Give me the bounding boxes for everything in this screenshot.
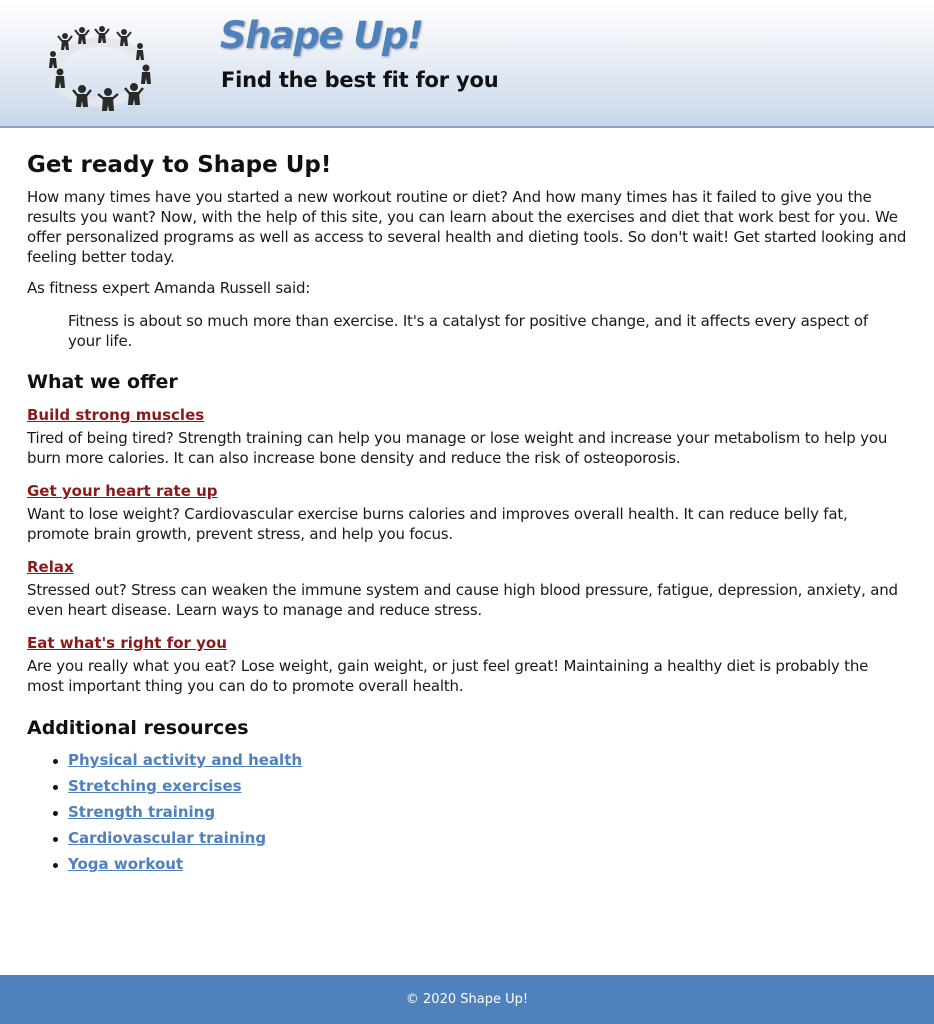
resource-link-yoga[interactable]: Yoga workout — [68, 855, 184, 873]
list-item — [51, 855, 907, 881]
resources-heading: Additional resources — [27, 717, 249, 739]
offer-description: Want to lose weight? Cardiovascular exercise burns calories and improves overall health. It can reduce belly fat, promote brain growth, prevent stress, and help you focus. — [27, 505, 848, 543]
circle-of-people-icon — [42, 24, 160, 112]
intro-paragraph: How many times have you started a new workout routine or diet? And how many times has it failed to give you the results you want? Now, with the help of this site, you can learn about the exercises and diet that work best for you. We offer personalized programs as well as access to several health and dieting tools. So don't wait! Get started looking and feeling better today. — [27, 188, 907, 266]
site-tagline: Find the best fit for you — [221, 68, 499, 92]
offer-item — [27, 481, 907, 544]
list-item — [51, 751, 907, 777]
offer-description: Are you really what you eat? Lose weight, gain weight, or just feel great! Maintaining a healthy diet is probably the most important thing you can do to promote overall health. — [27, 657, 869, 695]
resources-list — [27, 751, 907, 881]
site-title: Shape Up! — [220, 14, 423, 57]
resource-link-stretching[interactable]: Stretching exercises — [68, 777, 242, 795]
offer-link-heart-rate[interactable]: Get your heart rate up — [27, 482, 218, 500]
resource-link-physical-activity[interactable]: Physical activity and health — [68, 751, 303, 769]
quote-lead: As fitness expert Amanda Russell said: — [27, 279, 311, 297]
offer-description: Stressed out? Stress can weaken the immune system and cause high blood pressure, fatigue, depression, anxiety, and even heart disease. Learn ways to manage and reduce stress. — [27, 581, 898, 619]
site-header — [0, 0, 934, 128]
offer-item — [27, 633, 907, 696]
offer-item — [27, 405, 907, 468]
list-item — [51, 803, 907, 829]
list-item — [51, 777, 907, 803]
offer-link-eat-right[interactable]: Eat what's right for you — [27, 634, 227, 652]
resource-link-strength-training[interactable]: Strength training — [68, 803, 216, 821]
offer-item — [27, 557, 907, 620]
main-content — [27, 152, 907, 881]
copyright-text: © 2020 Shape Up! — [405, 992, 529, 1007]
resource-link-cardiovascular[interactable]: Cardiovascular training — [68, 829, 267, 847]
page-heading: Get ready to Shape Up! — [27, 152, 332, 178]
fitness-quote: Fitness is about so much more than exercise. It's a catalyst for positive change, and it affects every aspect of your life. — [68, 312, 868, 350]
offers-heading: What we offer — [27, 371, 178, 393]
offers-section — [27, 405, 907, 696]
site-footer — [0, 975, 934, 1024]
offer-link-relax[interactable]: Relax — [27, 558, 74, 576]
offer-link-build-strong-muscles[interactable]: Build strong muscles — [27, 406, 205, 424]
offer-description: Tired of being tired? Strength training can help you manage or lose weight and increase your metabolism to help you burn more calories. It can also increase bone density and reduce the risk of osteoporosis. — [27, 429, 888, 467]
list-item — [51, 829, 907, 855]
